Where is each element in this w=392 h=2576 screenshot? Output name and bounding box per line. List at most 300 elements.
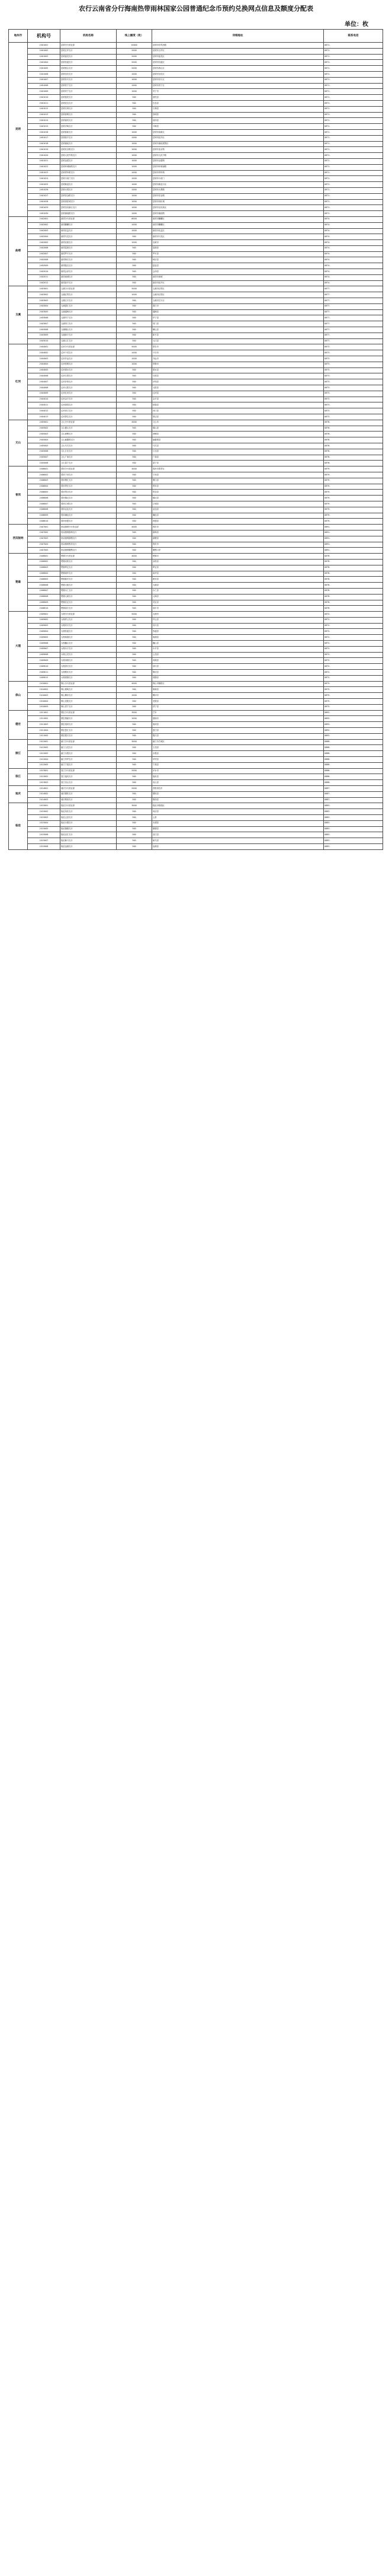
table-row (9, 519, 383, 525)
address-cell: 镇康县 (152, 826, 324, 832)
branch-id-cell: 2408002 (28, 559, 60, 565)
table-row (9, 501, 383, 507)
table-row (9, 652, 383, 658)
branch-name-cell: 曲靖会泽支行 (60, 269, 117, 275)
branch-name-cell: 昆明滇池支行 (60, 141, 117, 147)
branch-name-cell: 大理永平支行 (60, 646, 117, 652)
phone-cell: 0874- (324, 263, 383, 269)
phone-cell: 0879- (324, 472, 383, 478)
phone-cell: 0878- (324, 554, 383, 560)
branch-name-cell: 曲靖麒麟支行 (60, 222, 117, 228)
quota-cell: 5000 (117, 286, 152, 292)
phone-cell: 0879- (324, 513, 383, 519)
table-row (9, 664, 383, 670)
branch-name-cell: 楚雄大姚支行 (60, 583, 117, 589)
table-row (9, 588, 383, 594)
address-cell: 勐海县 (152, 530, 324, 536)
branch-id-cell: 2414001 (28, 786, 60, 792)
phone-cell: 0871- (324, 43, 383, 49)
phone-cell: 0873- (324, 414, 383, 420)
branch-name-cell: 文山西畴支行 (60, 432, 117, 437)
quota-cell: 500 (117, 635, 152, 641)
branch-id-cell: 2415008 (28, 843, 60, 849)
branch-name-cell: 昆明宜良支行 (60, 100, 117, 106)
address-cell: 华宁县 (152, 315, 324, 321)
table-row (9, 211, 383, 217)
quota-cell: 2000 (117, 54, 152, 60)
address-cell: 永平县 (152, 646, 324, 652)
phone-cell: 0871- (324, 100, 383, 106)
branch-id-cell: 2401012 (28, 106, 60, 112)
table-row (9, 182, 383, 188)
address-cell: 河口县 (152, 408, 324, 414)
phone-cell: 0875- (324, 693, 383, 699)
branch-id-cell: 2413002 (28, 774, 60, 780)
table-row (9, 525, 383, 530)
quota-cell: 500 (117, 496, 152, 501)
branch-id-cell: 2408004 (28, 571, 60, 577)
branch-id-cell: 2402001 (28, 216, 60, 222)
quota-cell: 500 (117, 443, 152, 449)
branch-id-cell: 2407001 (28, 525, 60, 530)
branch-id-cell: 2401024 (28, 176, 60, 182)
quota-cell: 500 (117, 379, 152, 385)
phone-cell: 0691- (324, 525, 383, 530)
branch-name-cell: 大理云龙支行 (60, 652, 117, 658)
branch-name-cell: 红河个旧支行 (60, 350, 117, 356)
quota-cell: 1000 (117, 211, 152, 217)
branch-name-cell: 大理祥云支行 (60, 617, 117, 623)
table-header-row (9, 30, 383, 43)
phone-cell: 0871- (324, 95, 383, 101)
phone-cell: 0878- (324, 583, 383, 589)
table-row (9, 490, 383, 496)
branch-name-cell: 文山分行营业部 (60, 420, 117, 426)
city-cell: 迪庆 (9, 786, 28, 803)
quota-cell: 500 (117, 309, 152, 315)
branch-id-cell: 2415005 (28, 826, 60, 832)
branch-id-cell: 2403003 (28, 298, 60, 304)
branch-id-cell: 2407005 (28, 548, 60, 554)
branch-id-cell: 2401026 (28, 187, 60, 193)
phone-cell: 0888- (324, 745, 383, 751)
branch-id-cell: 2404011 (28, 402, 60, 408)
phone-cell: 0873- (324, 373, 383, 379)
phone-cell: 0877- (324, 315, 383, 321)
branch-id-cell: 2404006 (28, 373, 60, 379)
city-cell: 普洱 (9, 466, 28, 525)
phone-cell: 0872- (324, 646, 383, 652)
branch-name-cell: 临沧镇康支行 (60, 826, 117, 832)
phone-cell: 0877- (324, 321, 383, 327)
table-row (9, 129, 383, 135)
quota-cell: 500 (117, 774, 152, 780)
phone-cell: 0871- (324, 106, 383, 112)
phone-cell: 0877- (324, 327, 383, 333)
table-row (9, 112, 383, 118)
branch-id-cell: 2412004 (28, 757, 60, 763)
branch-name-cell: 昆明五华支行 (60, 48, 117, 54)
phone-cell: 0877- (324, 303, 383, 309)
branch-id-cell: 2408006 (28, 583, 60, 589)
branch-name-cell: 曲靖沾益支行 (60, 228, 117, 234)
table-row (9, 315, 383, 321)
branch-name-cell: 楚雄永仁支行 (60, 588, 117, 594)
address-cell: 曲靖市马龙区 (152, 234, 324, 240)
table-row (9, 164, 383, 170)
table-row (9, 100, 383, 106)
phone-cell: 0871- (324, 124, 383, 130)
quota-cell: 3000 (117, 803, 152, 809)
table-row (9, 733, 383, 739)
quota-cell: 500 (117, 269, 152, 275)
table-row (9, 455, 383, 461)
branch-name-cell: 丽江分行营业部 (60, 739, 117, 745)
phone-cell: 0888- (324, 739, 383, 745)
branch-name-cell: 临沧双江支行 (60, 832, 117, 838)
phone-cell: 0691- (324, 536, 383, 542)
branch-name-cell: 文山广南支行 (60, 455, 117, 461)
address-cell: 磨憨口岸 (152, 548, 324, 554)
address-cell: 普洱市思茅区 (152, 466, 324, 472)
quota-cell: 500 (117, 670, 152, 676)
branch-id-cell: 2408001 (28, 554, 60, 560)
branch-name-cell: 曲靖陆良支行 (60, 263, 117, 269)
phone-cell: 0872- (324, 617, 383, 623)
branch-name-cell: 昆明西山支行 (60, 66, 117, 72)
branch-id-cell: 2405007 (28, 455, 60, 461)
phone-cell: 0879- (324, 501, 383, 507)
quota-cell: 500 (117, 245, 152, 251)
quota-cell: 1000 (117, 222, 152, 228)
table-row (9, 728, 383, 734)
table-row (9, 245, 383, 251)
branch-name-cell: 怒江分行营业部 (60, 768, 117, 774)
table-row (9, 536, 383, 542)
branch-name-cell: 大理剑川支行 (60, 664, 117, 670)
quota-cell: 500 (117, 490, 152, 496)
table-row (9, 681, 383, 687)
phone-cell: 0879- (324, 478, 383, 484)
address-cell: 祥云县 (152, 617, 324, 623)
branch-name-cell: 德宏瑞丽支行 (60, 716, 117, 722)
address-cell: 玉溪市红塔区 (152, 292, 324, 298)
quota-cell: 1000 (117, 716, 152, 722)
table-row (9, 507, 383, 513)
branch-name-cell: 昆明青年路支行 (60, 170, 117, 176)
branch-name-cell: 红河泸西支行 (60, 379, 117, 385)
phone-cell: 0877- (324, 333, 383, 338)
phone-cell: 0873- (324, 367, 383, 373)
branch-name-cell: 大理南涧支行 (60, 635, 117, 641)
branch-name-cell: 大理分行营业部 (60, 612, 117, 618)
table-row (9, 577, 383, 583)
quota-cell: 1000 (117, 356, 152, 362)
phone-cell: 0874- (324, 257, 383, 263)
branch-name-cell: 西双版纳磨憨支行 (60, 548, 117, 554)
address-cell: 麻栗坡县 (152, 437, 324, 443)
table-row (9, 362, 383, 367)
table-row (9, 344, 383, 350)
quota-cell: 1000 (117, 141, 152, 147)
city-cell: 丽江 (9, 739, 28, 768)
quota-cell: 1000 (117, 135, 152, 141)
branch-name-cell: 曲靖宣威支行 (60, 240, 117, 246)
table-body (9, 43, 383, 850)
quota-cell: 500 (117, 106, 152, 112)
branch-id-cell: 2411002 (28, 716, 60, 722)
address-cell: 石林县 (152, 106, 324, 112)
branch-name-cell: 文山富宁支行 (60, 461, 117, 466)
city-cell: 文山 (9, 420, 28, 466)
branch-name-cell: 普洱孟连支行 (60, 507, 117, 513)
address-cell: 砚山县 (152, 426, 324, 432)
quota-cell: 500 (117, 461, 152, 466)
address-cell: 曲靖市麒麟区 (152, 216, 324, 222)
address-cell: 昆明市东川区 (152, 77, 324, 83)
address-cell: 昆明市新迎小区 (152, 182, 324, 188)
address-cell: 德钦县 (152, 791, 324, 797)
branch-name-cell: 保山昌宁支行 (60, 704, 117, 710)
branch-id-cell: 2405003 (28, 432, 60, 437)
table-row (9, 623, 383, 629)
branch-name-cell: 普洱西盟支行 (60, 519, 117, 525)
table-row (9, 234, 383, 240)
branch-id-cell: 2401022 (28, 164, 60, 170)
table-row (9, 367, 383, 373)
branch-id-cell: 2409005 (28, 635, 60, 641)
city-cell: 曲靖 (9, 216, 28, 286)
branch-name-cell: 红河金平支行 (60, 397, 117, 402)
phone-cell: 0873- (324, 391, 383, 397)
quota-cell: 1000 (117, 176, 152, 182)
quota-cell: 500 (117, 664, 152, 670)
table-row (9, 472, 383, 478)
branch-name-cell: 玉溪澄江支行 (60, 303, 117, 309)
quota-cell: 500 (117, 274, 152, 280)
phone-cell: 0879- (324, 496, 383, 501)
address-cell: 屏边县 (152, 414, 324, 420)
table-row (9, 338, 383, 344)
branch-id-cell: 2411005 (28, 733, 60, 739)
quota-cell: 1000 (117, 129, 152, 135)
table-row (9, 809, 383, 815)
branch-id-cell: 2415003 (28, 814, 60, 820)
table-row (9, 176, 383, 182)
branch-id-cell: 2415001 (28, 803, 60, 809)
table-row (9, 286, 383, 292)
table-row (9, 408, 383, 414)
branch-name-cell: 丽江永胜支行 (60, 751, 117, 757)
phone-cell: 0878- (324, 565, 383, 571)
branch-id-cell: 2407003 (28, 536, 60, 542)
branch-name-cell: 曲靖南城支行 (60, 274, 117, 280)
phone-cell: 0876- (324, 420, 383, 426)
table-row (9, 675, 383, 681)
address-cell: 宁洱县 (152, 472, 324, 478)
table-row (9, 443, 383, 449)
address-cell: 宾川县 (152, 623, 324, 629)
table-row (9, 542, 383, 548)
address-cell: 蒙自市 (152, 344, 324, 350)
branch-name-cell: 丽江华坪支行 (60, 757, 117, 763)
branch-id-cell: 2411004 (28, 728, 60, 734)
quota-cell: 500 (117, 757, 152, 763)
quota-cell: 500 (117, 733, 152, 739)
quota-cell: 500 (117, 728, 152, 734)
branch-name-cell: 楚雄分行营业部 (60, 554, 117, 560)
quota-cell: 500 (117, 606, 152, 612)
table-row (9, 710, 383, 716)
quota-cell: 500 (117, 455, 152, 461)
phone-cell: 0878- (324, 600, 383, 606)
branch-id-cell: 2401015 (28, 124, 60, 130)
quota-cell: 500 (117, 832, 152, 838)
branch-name-cell: 普洱景东支行 (60, 484, 117, 490)
branch-name-cell: 玉溪江川支行 (60, 298, 117, 304)
branch-name-cell: 曲靖罗平支行 (60, 251, 117, 257)
address-cell: 禄劝县 (152, 118, 324, 124)
address-cell: 丽江市古城区 (152, 739, 324, 745)
phone-cell: 0874- (324, 245, 383, 251)
address-cell: 漾濞县 (152, 675, 324, 681)
quota-cell: 500 (117, 704, 152, 710)
table-row (9, 379, 383, 385)
phone-cell: 0878- (324, 559, 383, 565)
branch-name-cell: 普洱澜沧支行 (60, 513, 117, 519)
table-row (9, 751, 383, 757)
address-cell: 昆明市大观路 (152, 187, 324, 193)
table-row (9, 762, 383, 768)
quota-cell: 2000 (117, 60, 152, 66)
table-row (9, 629, 383, 635)
quota-cell: 500 (117, 565, 152, 571)
address-cell: 新平县 (152, 333, 324, 338)
table-row (9, 420, 383, 426)
address-cell: 耿马县 (152, 838, 324, 844)
phone-cell: 0878- (324, 594, 383, 600)
address-cell: 维西县 (152, 797, 324, 803)
phone-cell: 0877- (324, 309, 383, 315)
branch-name-cell: 保山施甸支行 (60, 687, 117, 693)
table-row (9, 303, 383, 309)
phone-cell: 0874- (324, 216, 383, 222)
branch-id-cell: 2406009 (28, 513, 60, 519)
branch-name-cell: 红河弥勒支行 (60, 362, 117, 367)
branch-id-cell: 2404008 (28, 385, 60, 391)
branch-id-cell: 2406004 (28, 484, 60, 490)
address-cell: 建水县 (152, 367, 324, 373)
branch-id-cell: 2402009 (28, 263, 60, 269)
address-cell: 昆明市五华区 (152, 48, 324, 54)
table-row (9, 437, 383, 443)
address-cell: 安宁市 (152, 89, 324, 95)
table-row (9, 786, 383, 792)
branch-name-cell: 怒江福贡支行 (60, 774, 117, 780)
address-cell: 个旧市 (152, 350, 324, 356)
phone-cell: 0883- (324, 843, 383, 849)
phone-cell: 0878- (324, 571, 383, 577)
table-row (9, 739, 383, 745)
address-cell: 曲靖市南城 (152, 274, 324, 280)
quota-cell: 4000 (117, 466, 152, 472)
branch-id-cell: 2401018 (28, 141, 60, 147)
quota-cell: 500 (117, 432, 152, 437)
branch-id-cell: 2409010 (28, 664, 60, 670)
phone-cell: 0692- (324, 716, 383, 722)
phone-cell: 0871- (324, 158, 383, 164)
phone-cell: 0888- (324, 757, 383, 763)
quota-cell: 500 (117, 646, 152, 652)
quota-cell: 1000 (117, 292, 152, 298)
branch-name-cell: 普洱墨江支行 (60, 478, 117, 484)
branch-name-cell: 玉溪峨山支行 (60, 327, 117, 333)
address-cell: 昆明市盘龙区 (152, 54, 324, 60)
quota-cell: 500 (117, 536, 152, 542)
table-row (9, 745, 383, 751)
quota-cell: 4000 (117, 420, 152, 426)
phone-cell: 0692- (324, 710, 383, 716)
table-row (9, 791, 383, 797)
address-cell: 昆明市呈贡区 (152, 71, 324, 77)
branch-name-cell: 保山腾冲支行 (60, 693, 117, 699)
phone-cell: 0871- (324, 129, 383, 135)
phone-cell: 0886- (324, 774, 383, 780)
quota-cell: 500 (117, 722, 152, 728)
phone-cell: 0692- (324, 733, 383, 739)
branch-name-cell: 昆明人民中路支行 (60, 153, 117, 159)
phone-cell: 0876- (324, 449, 383, 455)
quota-cell: 500 (117, 699, 152, 705)
table-row (9, 402, 383, 408)
city-cell: 楚雄 (9, 554, 28, 612)
branch-name-cell: 楚雄元谋支行 (60, 594, 117, 600)
quota-cell: 500 (117, 449, 152, 455)
phone-cell: 0883- (324, 838, 383, 844)
branch-id-cell: 2401011 (28, 100, 60, 106)
phone-cell: 0871- (324, 153, 383, 159)
table-row (9, 280, 383, 286)
address-cell: 巍山县 (152, 641, 324, 647)
quota-cell: 1000 (117, 693, 152, 699)
branch-id-cell: 2402002 (28, 222, 60, 228)
branch-name-cell: 昆明大观支行 (60, 187, 117, 193)
quota-cell: 1000 (117, 170, 152, 176)
table-row (9, 71, 383, 77)
table-row (9, 670, 383, 676)
address-cell: 绿春县 (152, 402, 324, 408)
phone-cell: 0871- (324, 118, 383, 124)
address-cell: 保山市隆阳区 (152, 681, 324, 687)
header-phone: 联系电话 (324, 30, 383, 43)
branch-id-cell: 2401027 (28, 193, 60, 199)
branch-id-cell: 2408003 (28, 565, 60, 571)
branch-name-cell: 丽江宁蒗支行 (60, 762, 117, 768)
address-cell: 玉溪市红塔区 (152, 286, 324, 292)
address-cell: 富源县 (152, 245, 324, 251)
address-cell: 通海县 (152, 309, 324, 315)
branch-id-cell: 2403010 (28, 338, 60, 344)
phone-cell: 0871- (324, 54, 383, 60)
address-cell: 玉溪市江川区 (152, 298, 324, 304)
table-row (9, 832, 383, 838)
branch-name-cell: 红河河口支行 (60, 408, 117, 414)
table-row (9, 391, 383, 397)
branch-id-cell: 2405008 (28, 461, 60, 466)
quota-cell: 500 (117, 327, 152, 333)
address-cell: 昆明市呈贡新区 (152, 205, 324, 211)
phone-cell: 0879- (324, 490, 383, 496)
